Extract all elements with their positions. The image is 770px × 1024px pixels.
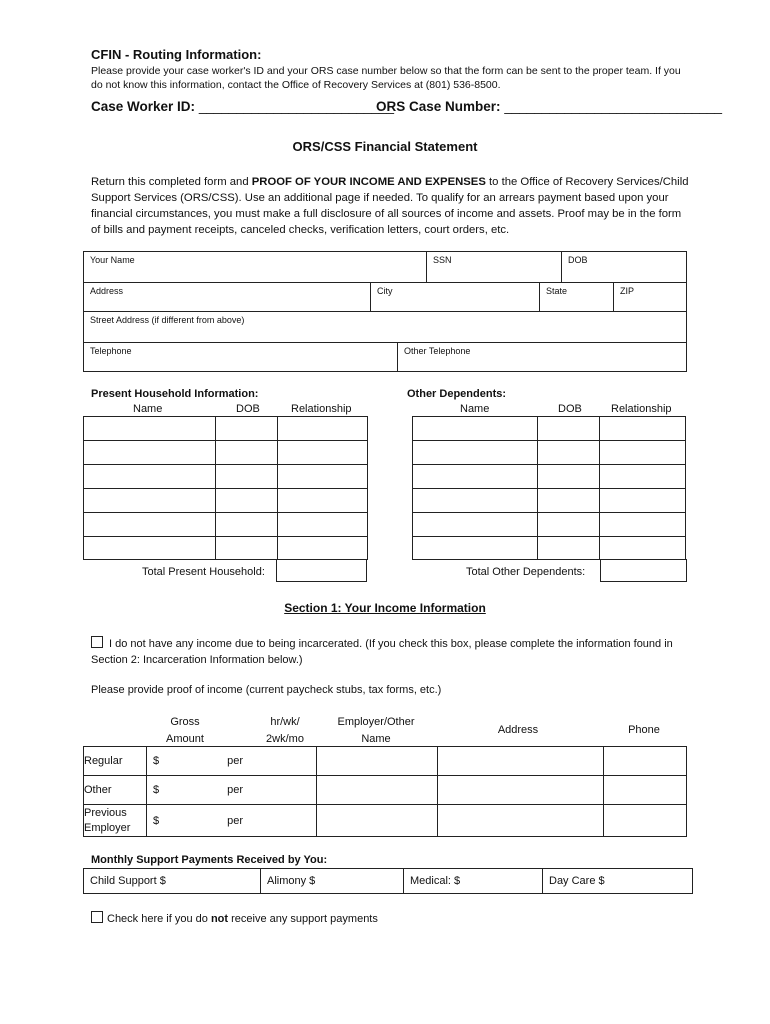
state-field[interactable] <box>540 283 614 312</box>
household-cell[interactable] <box>216 513 278 537</box>
household-cell[interactable] <box>216 417 278 441</box>
household-cell[interactable] <box>84 465 216 489</box>
dependents-heading: Other Dependents: <box>407 388 507 400</box>
household-col-relationship: Relationship <box>291 403 352 415</box>
dependents-cell[interactable] <box>413 513 538 537</box>
income-other-address[interactable] <box>438 776 604 805</box>
household-cell[interactable] <box>278 465 368 489</box>
dependents-col-relationship: Relationship <box>611 403 672 415</box>
intro-paragraph <box>91 174 691 238</box>
dependents-cell[interactable] <box>413 537 538 560</box>
case-worker-id-input[interactable]: __________________________ <box>198 99 395 114</box>
dependents-cell[interactable] <box>413 441 538 465</box>
alimony-field[interactable]: Alimony $ <box>261 869 404 894</box>
household-cell[interactable] <box>278 489 368 513</box>
income-other-amount[interactable] <box>147 776 317 805</box>
telephone-label: Telephone <box>90 346 132 356</box>
household-heading: Present Household Information: <box>91 388 259 400</box>
col-phone: Phone <box>628 724 660 736</box>
income-regular-phone[interactable] <box>604 747 687 776</box>
dollar-sign: $ <box>153 784 160 796</box>
dependents-total-label: Total Other Dependents: <box>466 566 586 578</box>
city-field[interactable] <box>371 283 540 312</box>
your-name-field[interactable] <box>84 252 427 283</box>
dollar-sign: $ <box>153 755 160 767</box>
no-support-option <box>91 911 378 925</box>
income-previous-address[interactable] <box>438 805 604 837</box>
incarcerated-checkbox[interactable] <box>91 636 103 648</box>
your-name-label: Your Name <box>90 255 135 265</box>
household-col-name: Name <box>133 403 163 415</box>
col-hr-wk <box>245 714 325 748</box>
household-cell[interactable] <box>216 489 278 513</box>
dob-label: DOB <box>568 255 588 265</box>
col-gross-amount <box>145 714 225 748</box>
household-cell[interactable] <box>278 441 368 465</box>
ssn-field[interactable] <box>427 252 562 283</box>
income-regular-employer[interactable] <box>317 747 438 776</box>
household-cell[interactable] <box>84 513 216 537</box>
col-employer-line1: Employer/Other <box>337 716 415 728</box>
dependents-cell[interactable] <box>600 441 686 465</box>
zip-label: ZIP <box>620 286 635 296</box>
col-hr-line2: 2wk/mo <box>266 733 304 745</box>
col-employer <box>326 714 426 748</box>
income-regular-amount[interactable] <box>147 747 317 776</box>
income-previous-employer[interactable] <box>317 805 438 837</box>
support-heading: Monthly Support Payments Received by You: <box>91 854 328 866</box>
income-previous-phone[interactable] <box>604 805 687 837</box>
income-row-label: Other <box>84 776 147 805</box>
income-other-employer[interactable] <box>317 776 438 805</box>
dependents-col-name: Name <box>460 403 490 415</box>
case-worker-id-line <box>91 99 394 114</box>
ors-case-number-line <box>376 99 722 114</box>
dollar-sign: $ <box>153 814 160 827</box>
col-gross-line2: Amount <box>166 733 204 745</box>
form-title: ORS/CSS Financial Statement <box>292 139 478 154</box>
household-cell[interactable] <box>216 537 278 560</box>
dob-field[interactable] <box>562 252 687 283</box>
dependents-cell[interactable] <box>600 489 686 513</box>
income-previous-amount[interactable] <box>147 805 317 837</box>
ors-case-number-label: ORS Case Number: <box>376 99 501 114</box>
household-cell[interactable] <box>278 513 368 537</box>
medical-field[interactable]: Medical: $ <box>404 869 543 894</box>
street-address-field[interactable] <box>84 312 687 343</box>
dependents-cell[interactable] <box>600 537 686 560</box>
household-cell[interactable] <box>84 489 216 513</box>
household-total-input[interactable] <box>276 559 367 582</box>
intro-bold: PROOF OF YOUR INCOME AND EXPENSES <box>251 176 486 188</box>
per-label: per <box>227 784 244 796</box>
street-address-label: Street Address (if different from above) <box>90 315 245 325</box>
dependents-table <box>412 416 686 560</box>
household-table <box>83 416 368 560</box>
income-other-phone[interactable] <box>604 776 687 805</box>
routing-heading: CFIN - Routing Information: <box>91 47 262 62</box>
day-care-field[interactable]: Day Care $ <box>543 869 693 894</box>
dependents-total-input[interactable] <box>600 559 687 582</box>
income-table <box>83 746 687 837</box>
intro-text-1: Return this completed form and <box>91 176 252 188</box>
household-cell[interactable] <box>216 441 278 465</box>
household-cell[interactable] <box>278 417 368 441</box>
personal-info-table <box>83 251 687 372</box>
per-label: per <box>227 755 244 767</box>
household-cell[interactable] <box>216 465 278 489</box>
no-support-checkbox[interactable] <box>91 911 103 923</box>
dependents-cell[interactable] <box>413 465 538 489</box>
case-worker-id-label: Case Worker ID: <box>91 99 196 114</box>
income-regular-address[interactable] <box>438 747 604 776</box>
dependents-cell[interactable] <box>413 417 538 441</box>
other-telephone-label: Other Telephone <box>404 346 471 356</box>
incarcerated-option <box>91 636 691 668</box>
intro-text-2: to the Office of Recovery Services/Child Support Services (ORS/CSS). Use an additional page if needed. To qualify for an arrears payment based upon your financial circumstances, you must make a full disclosure of all sources of income and assets. Proof may be in the form of bills and payment receipts, canceled checks, verification letters, court orders, etc. <box>91 176 689 236</box>
child-support-field[interactable]: Child Support $ <box>84 869 261 894</box>
dependents-cell[interactable] <box>538 489 600 513</box>
address-field[interactable] <box>84 283 371 312</box>
telephone-field[interactable] <box>84 343 398 372</box>
ors-case-number-input[interactable]: _____________________________ <box>504 99 723 114</box>
dependents-cell[interactable] <box>413 489 538 513</box>
incarcerated-text: I do not have any income due to being incarcerated. (If you check this box, please complete the information found in Section 2: Incarceration Information below.) <box>91 638 673 666</box>
dependents-cell[interactable] <box>600 417 686 441</box>
household-total-label: Total Present Household: <box>142 566 265 578</box>
ssn-label: SSN <box>433 255 452 265</box>
income-row-label: Regular <box>84 747 147 776</box>
state-label: State <box>546 286 568 296</box>
dependents-cell[interactable] <box>600 513 686 537</box>
household-cell[interactable] <box>84 441 216 465</box>
col-gross-line1: Gross <box>170 716 200 728</box>
household-cell[interactable] <box>278 537 368 560</box>
no-support-text-1: Check here if you do <box>107 913 211 925</box>
support-table <box>83 868 693 894</box>
household-cell[interactable] <box>84 537 216 560</box>
dependents-cell[interactable] <box>538 417 600 441</box>
dependents-cell[interactable] <box>538 465 600 489</box>
dependents-cell[interactable] <box>538 513 600 537</box>
city-label: City <box>377 286 393 296</box>
no-support-text-2: receive any support payments <box>228 913 378 925</box>
proof-of-income-text: Please provide proof of income (current paycheck stubs, tax forms, etc.) <box>91 684 442 696</box>
col-address: Address <box>497 724 539 736</box>
dependents-col-dob: DOB <box>558 403 582 415</box>
col-employer-line2: Name <box>361 733 391 745</box>
section1-heading: Section 1: Your Income Information <box>284 601 486 615</box>
household-cell[interactable] <box>84 417 216 441</box>
per-label: per <box>227 814 244 827</box>
income-row-label: Previous Employer <box>84 805 147 837</box>
dependents-cell[interactable] <box>538 537 600 560</box>
household-col-dob: DOB <box>236 403 260 415</box>
no-support-bold: not <box>210 913 229 925</box>
col-hr-line1: hr/wk/ <box>270 716 300 728</box>
zip-field[interactable] <box>614 283 687 312</box>
dependents-cell[interactable] <box>600 465 686 489</box>
dependents-cell[interactable] <box>538 441 600 465</box>
routing-instructions: Please provide your case worker's ID and your ORS case number below so that the form can be sent to the proper team. If you do not know this information, contact the Office of Recovery Services at (801) 536-8500. <box>91 65 681 91</box>
address-label: Address <box>90 286 124 296</box>
other-telephone-field[interactable] <box>398 343 687 372</box>
